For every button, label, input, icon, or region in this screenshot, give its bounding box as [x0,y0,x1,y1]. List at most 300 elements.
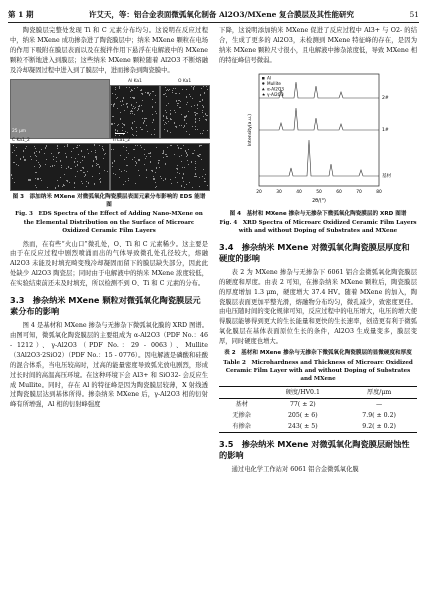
map-speck [41,180,42,181]
map-speck [135,107,136,108]
map-speck [123,97,124,98]
map-speck [183,127,184,128]
map-speck [136,162,137,163]
map-speck [128,178,129,179]
map-speck [177,172,178,173]
map-speck [130,111,131,112]
map-speck [45,164,46,165]
legend [262,75,284,97]
label-ti: Ti La1_2 [112,137,131,143]
map-speck [203,169,204,170]
map-speck [16,147,17,148]
map-speck [174,154,175,155]
map-speck [186,156,187,157]
map-speck [164,129,165,130]
table-cell: 205( ± 6) [287,411,318,419]
table-row [219,421,417,433]
map-speck [91,151,92,152]
map-speck [54,165,55,166]
map-speck [126,165,127,166]
map-speck [128,153,129,154]
map-speck [181,114,182,115]
map-speck [71,151,72,152]
map-speck [61,165,62,166]
table-row [219,398,417,410]
map-speck [142,100,143,101]
right-paragraph-3: 通过电化学工作站对 6061 铝合金微弧氧化膜 [231,465,359,473]
map-speck [197,108,198,109]
map-speck [132,122,133,123]
table-2 [219,386,417,433]
map-speck [39,151,40,152]
map-speck [202,110,203,111]
map-speck [36,187,37,188]
section-3-4-heading: 3.4 掺杂纳米 MXene 对微弧氧化陶瓷膜层厚度和硬度的影响 [219,241,410,263]
map-speck [194,150,195,151]
map-speck [23,150,24,151]
table-row [219,410,417,421]
map-speck [205,181,206,182]
map-speck [125,131,126,132]
map-speck [107,171,108,172]
map-speck [166,112,167,113]
map-speck [57,148,58,149]
map-speck [37,178,38,179]
map-speck [78,154,79,155]
map-speck [88,182,89,183]
map-speck [141,89,142,90]
map-speck [117,130,118,131]
scale-bar [115,133,125,134]
map-speck [163,152,164,153]
map-speck [179,100,180,101]
right-paragraph-2: 表 2 为 MXene 掺杂与无掺杂下 6061 铝合金微弧氧化陶瓷膜层的硬度和厚度。由表 2 可知，在掺杂纳米 MXene 颗粒后，陶瓷膜层的厚度增加 1.3 μm，硬度增大 37.4 HV。随着 MXene 的加入，陶瓷膜层表面更加平整光滑，熔融物分布均匀，微孔减少，致密度更佳。由电压随时间的变化规律可知，反应过程中的电压增大，电压的增大使得膜层能够得到更大的生长能量和更快的生长速率，创造更有利于微弧氧化膜层在基体表面原位生长的条件，Al2O3 生成量变多，膜层变厚，同时硬度也增大。 [219,268,417,346]
map-speck [202,112,203,113]
map-speck [111,149,112,150]
map-speck [163,180,164,181]
map-speck [36,151,37,152]
table2-title-cn: 表 2 基材和 MXene 掺杂与无掺杂下微弧氧化陶瓷膜层的显微硬度和厚度 [224,350,412,357]
map-speck [177,145,178,146]
map-speck [179,173,180,174]
map-speck [39,167,40,168]
map-speck [87,149,88,150]
map-speck [201,145,202,146]
scale-label: 25 μm [12,128,27,134]
map-speck [140,90,141,91]
map-speck [77,171,78,172]
map-speck [197,129,198,130]
legend-marker [262,82,264,84]
map-speck [102,146,103,147]
label-al: Al Ka1 [128,78,142,84]
map-speck [203,86,204,87]
map-speck [156,113,157,114]
map-speck [193,89,194,90]
map-speck [200,133,201,134]
map-speck [115,174,116,175]
legend-mullite: Mullite [267,80,281,86]
map-speck [172,92,173,93]
map-speck [175,93,176,94]
map-speck [186,104,187,105]
map-speck [177,105,178,106]
table2-title-en: Table 2 Microhardness and Thickness of Microarc Oxidized Ceramic Film Layer with and without Doping of Substrates and MXene [223,359,413,383]
map-speck [26,146,27,147]
map-speck [67,145,68,146]
map-speck [188,111,189,112]
map-speck [139,175,140,176]
y-axis-label: Intensity(a.u.) [248,113,253,146]
map-speck [53,159,54,160]
eds-map-c [10,143,110,191]
map-speck [36,156,37,157]
map-speck [170,179,171,180]
map-speck [62,186,63,187]
map-speck [178,147,179,148]
map-speck [142,94,143,95]
map-speck [99,166,100,167]
map-speck [117,125,118,126]
map-speck [80,162,81,163]
map-speck [127,106,128,107]
curve-1 [259,108,379,130]
map-speck [170,110,171,111]
map-speck [160,176,161,177]
map-speck [66,156,67,157]
map-speck [150,156,151,157]
map-speck [55,187,56,188]
map-speck [64,174,65,175]
map-speck [144,120,145,121]
map-speck [93,160,94,161]
map-speck [57,180,58,181]
map-speck [126,150,127,151]
map-speck [204,92,205,93]
map-speck [154,129,155,130]
map-speck [192,187,193,188]
map-speck [159,167,160,168]
map-speck [114,123,115,124]
map-speck [177,182,178,183]
map-speck [57,145,58,146]
map-speck [71,157,72,158]
map-speck [87,171,88,172]
map-speck [111,123,112,124]
map-speck [61,167,62,168]
map-speck [197,104,198,105]
map-speck [126,157,127,158]
left-paragraph-3: 图 4 是基材和 MXene 掺杂与无掺杂下微弧氧化膜的 XRD 图谱。由图可知，微弧氧化陶瓷膜层的主要组成为 α-Al2O3（PDF No.：46 - 1212）、γ-Al2O3（PDF No.：29 - 0063）、Mullite（3Al2O3·2SiO2）（PDF No.：15 - 0776）。因电解液是磷酸和硅酸的混合体系，当电压较高时，过高的能量密度导致弧光放电剧烈，形成过长时间的高温高压环境。在这种环境下会 Al3+ 和 SiO32- 会反应生成 Mullite。同时，存在 Al 的特征峰是因为陶瓷膜层较薄，X 射线透过陶瓷膜层达到基体所得。掺杂纳米 MXene 后，γ-Al2O3 相的衍射峰有所增强，Al 相的衍射峰强度 [10,322,208,409]
map-speck [44,153,45,154]
map-speck [82,160,83,161]
map-speck [18,165,19,166]
map-speck [115,130,116,131]
table-header-cell [219,386,264,398]
map-speck [86,181,87,182]
map-speck [207,89,208,90]
map-speck [152,106,153,107]
map-speck [125,181,126,182]
map-speck [60,160,61,161]
map-speck [134,114,135,115]
map-speck [155,172,156,173]
map-speck [105,153,106,154]
map-speck [156,167,157,168]
map-speck [192,126,193,127]
map-speck [195,161,196,162]
map-speck [169,89,170,90]
map-speck [122,123,123,124]
map-speck [126,103,127,104]
map-speck [69,182,70,183]
map-speck [14,182,15,183]
map-speck [124,110,125,111]
map-speck [123,124,124,125]
map-speck [77,161,78,162]
map-speck [146,177,147,178]
map-speck [175,88,176,89]
fig3-caption-en: Fig. 3 EDS Spectra of the Effect of Adding Nano-MXene on the Elemental Distribution on the Surface of Microarc Oxidized Ceramic Film Layers [15,211,203,235]
map-speck [86,186,87,187]
map-speck [199,177,200,178]
map-speck [123,104,124,105]
map-speck [75,158,76,159]
xrd-figure [219,68,417,208]
map-speck [74,182,75,183]
map-speck [113,149,114,150]
map-speck [66,168,67,169]
map-speck [92,176,93,177]
map-speck [35,148,36,149]
map-speck [186,152,187,153]
map-speck [95,150,96,151]
map-speck [156,186,157,187]
map-speck [181,185,182,186]
map-speck [195,119,196,120]
map-speck [195,121,196,122]
map-speck [52,165,53,166]
map-speck [155,187,156,188]
map-speck [197,155,198,156]
map-speck [195,114,196,115]
left-paragraph-2: 然而，在有些“火山口”微孔处，O、Ti 和 C 元素稀少。这主要是由于在反应过程中剧烈喷涌而出的气体导致微孔处孔径较大，熔融 Al2O3 未能及时填充畸变残冷却凝固而留下的膜层缺失部分，因此此处缺少 Al2O3 陶瓷层；同时由于电解液中的纳米 MXene 浓度较低，在实验结束前还未及时填充，所以检测不到 O、Ti 和 C 元素的分布。 [10,240,208,288]
map-speck [30,156,31,157]
map-speck [112,93,113,94]
map-speck [171,183,172,184]
map-speck [141,129,142,130]
map-speck [200,94,201,95]
map-speck [146,169,147,170]
map-speck [140,127,141,128]
map-speck [195,167,196,168]
map-speck [147,131,148,132]
map-speck [94,144,95,145]
map-speck [115,135,116,136]
map-speck [47,187,48,188]
map-speck [179,125,180,126]
map-speck [99,145,100,146]
map-speck [186,131,187,132]
map-speck [168,90,169,91]
map-speck [150,161,151,162]
map-speck [119,87,120,88]
x-tick: 70 [356,189,362,195]
eds-map-o [160,85,210,139]
map-speck [122,130,123,131]
map-speck [58,185,59,186]
map-speck [136,131,137,132]
map-speck [131,110,132,111]
map-speck [104,170,105,171]
map-speck [155,95,156,96]
map-speck [173,88,174,89]
table-header-row [219,386,417,398]
map-speck [82,156,83,157]
map-speck [153,119,154,120]
map-speck [195,163,196,164]
map-speck [166,96,167,97]
map-speck [189,94,190,95]
map-speck [152,91,153,92]
map-speck [34,166,35,167]
map-speck [195,169,196,170]
map-speck [84,176,85,177]
map-speck [130,91,131,92]
map-speck [124,159,125,160]
map-speck [136,135,137,136]
table-cell: 243( ± 5) [264,421,341,433]
map-speck [182,167,183,168]
map-speck [51,153,52,154]
map-speck [127,103,128,104]
table-cell: 77( ± 2) [289,400,316,408]
map-speck [165,154,166,155]
legend-al: Al [267,75,272,81]
right-paragraph-1: 下降，这说明添加纳米 MXene 促进了反应过程中 Al3+ 与 O2- 的结合，生成了更多的 Al2O3，未检测到 MXene 特征峰的存在，是因为纳米 MXene 颗粒尺寸很小，且电解液中掺杂浓度低，导致 MXene 相的特征峰信号微弱。 [219,27,417,64]
map-speck [132,108,133,109]
curve-label-2: 2# [382,95,389,101]
map-speck [138,109,139,110]
map-speck [29,179,30,180]
map-speck [104,154,105,155]
map-speck [152,171,153,172]
map-speck [177,165,178,166]
section-3-3-heading: 3.3 掺杂纳米 MXene 颗粒对微弧氧化陶瓷膜层元素分布的影响 [10,295,201,317]
map-speck [153,176,154,177]
map-speck [202,105,203,106]
map-speck [145,92,146,93]
map-speck [13,145,14,146]
map-speck [165,163,166,164]
map-speck [192,153,193,154]
curve-label-substrate: 基材 [382,173,392,179]
map-speck [155,111,156,112]
map-speck [34,152,35,153]
map-speck [79,145,80,146]
map-speck [28,179,29,180]
map-speck [170,113,171,114]
map-speck [39,164,40,165]
map-speck [131,89,132,90]
map-speck [189,134,190,135]
map-speck [165,87,166,88]
map-speck [158,160,159,161]
map-speck [161,178,162,179]
map-speck [137,145,138,146]
map-speck [123,184,124,185]
map-speck [127,132,128,133]
map-speck [88,153,89,154]
map-speck [120,112,121,113]
map-speck [132,129,133,130]
map-speck [16,164,17,165]
map-speck [135,165,136,166]
map-speck [202,133,203,134]
map-speck [165,93,166,94]
map-speck [152,99,153,100]
map-speck [115,89,116,90]
map-speck [83,168,84,169]
map-speck [77,164,78,165]
map-speck [146,156,147,157]
map-speck [146,125,147,126]
map-speck [12,152,13,153]
map-speck [170,118,171,119]
map-speck [122,100,123,101]
table-header-cell: 硬度/HV0.1 [264,386,341,398]
map-speck [144,149,145,150]
map-speck [139,105,140,106]
map-speck [133,149,134,150]
left-paragraph-1: 陶瓷膜层完整处发现 Ti 和 C 元素分布均匀。这说明在反应过程中，纳米 MXene 成功掺杂进了陶瓷膜层中；纳米 MXene 颗粒在电场的作用下吸附在膜层表面以及在搅拌作用下悬浮在电解液中的 MXene 颗粒不断地进入到膜层；这些纳米 MXene 颗粒随着 Al2O3 不断熔融及冷却凝固过程中进入到了膜层中，进而掺杂到陶瓷膜中。 [10,27,208,74]
page-number: 51 [409,9,419,19]
map-speck [40,178,41,179]
map-speck [119,135,120,136]
map-speck [181,161,182,162]
map-speck [141,147,142,148]
map-speck [166,90,167,91]
x-tick: 60 [336,189,342,195]
map-speck [192,98,193,99]
map-speck [142,110,143,111]
map-speck [201,159,202,160]
map-speck [103,149,104,150]
map-speck [203,116,204,117]
map-speck [167,147,168,148]
map-speck [140,145,141,146]
map-speck [205,113,206,114]
map-speck [23,156,24,157]
map-speck [207,185,208,186]
x-tick: 40 [296,189,302,195]
map-speck [112,166,113,167]
table-cell: 无掺杂 [232,411,251,419]
map-speck [158,162,159,163]
running-title: 许艾天，等：铝合金表面微弧氧化制备 Al2O3/MXene 复合膜层及其性能研究 [88,9,355,19]
map-speck [186,89,187,90]
table-cell: — [376,400,383,408]
map-speck [119,177,120,178]
map-speck [120,101,121,102]
map-speck [186,96,187,97]
map-speck [152,122,153,123]
map-speck [163,157,164,158]
x-tick: 80 [376,189,382,195]
map-speck [64,146,65,147]
map-speck [84,156,85,157]
map-speck [196,113,197,114]
